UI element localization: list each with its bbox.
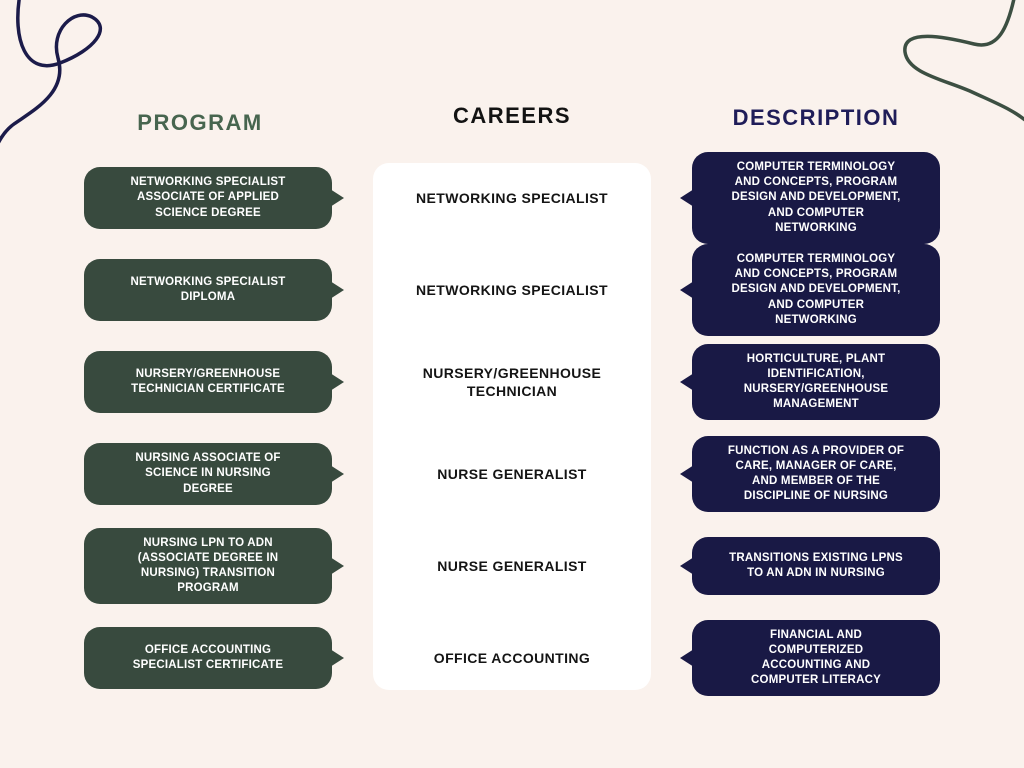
description-bubble-label: COMPUTER TERMINOLOGY AND CONCEPTS, PROGRAM DESIGN AND DEVELOPMENT, AND COMPUTER NETWORKING [731,253,901,326]
description-bubble-label: COMPUTER TERMINOLOGY AND CONCEPTS, PROGRAM DESIGN AND DEVELOPMENT, AND COMPUTER NETWORKING [731,161,901,234]
program-bubble [84,443,332,505]
description-bubble-label: HORTICULTURE, PLANT IDENTIFICATION, NURSERY/GREENHOUSE MANAGEMENT [743,352,889,411]
program-column-header: PROGRAM [137,110,263,135]
career-label: NETWORKING SPECIALIST [416,189,608,206]
description-bubble-label: FINANCIAL AND COMPUTERIZED ACCOUNTING AND COMPUTER LITERACY [751,628,881,687]
description-bubble [692,244,940,336]
career-label: NETWORKING SPECIALIST [416,281,608,298]
squiggle-top-left-icon [0,0,130,170]
careers-column-header: CAREERS [452,103,572,128]
description-bubble-label: TRANSITIONS EXISTING LPNS TO AN ADN IN NURSING [729,551,903,579]
description-column-header: DESCRIPTION [732,105,900,130]
program-bubble-label: NETWORKING SPECIALIST ASSOCIATE OF APPLIED SCIENCE DEGREE [130,176,286,219]
program-bubble [84,351,332,413]
description-bubble [692,436,940,513]
description-bubble [692,152,940,244]
program-bubble-label: NETWORKING SPECIALIST DIPLOMA [130,275,286,303]
career-label: NURSE GENERALIST [437,465,587,482]
description-bubble [692,537,940,595]
description-column [692,152,940,704]
program-bubble [84,259,332,321]
program-bubble [84,167,332,229]
description-bubble [692,620,940,697]
career-label: OFFICE ACCOUNTING [433,649,591,666]
careers-column [373,152,651,704]
career-label: NURSERY/GREENHOUSE TECHNICIAN [422,364,602,399]
program-bubble-label: NURSERY/GREENHOUSE TECHNICIAN CERTIFICATE [131,367,285,395]
program-bubble-label: NURSING ASSOCIATE OF SCIENCE IN NURSING DEGREE [135,452,281,495]
career-label: NURSE GENERALIST [437,557,587,574]
program-column [84,152,332,704]
squiggle-top-right-icon [874,0,1024,170]
description-bubble [692,344,940,421]
program-bubble [84,627,332,689]
program-bubble-label: OFFICE ACCOUNTING SPECIALIST CERTIFICATE [132,643,284,671]
description-bubble-label: FUNCTION AS A PROVIDER OF CARE, MANAGER OF CARE, AND MEMBER OF THE DISCIPLINE OF NURSING [727,444,905,503]
program-bubble [84,528,332,605]
program-bubble-label: NURSING LPN TO ADN (ASSOCIATE DEGREE IN NURSING) TRANSITION PROGRAM [137,536,279,595]
